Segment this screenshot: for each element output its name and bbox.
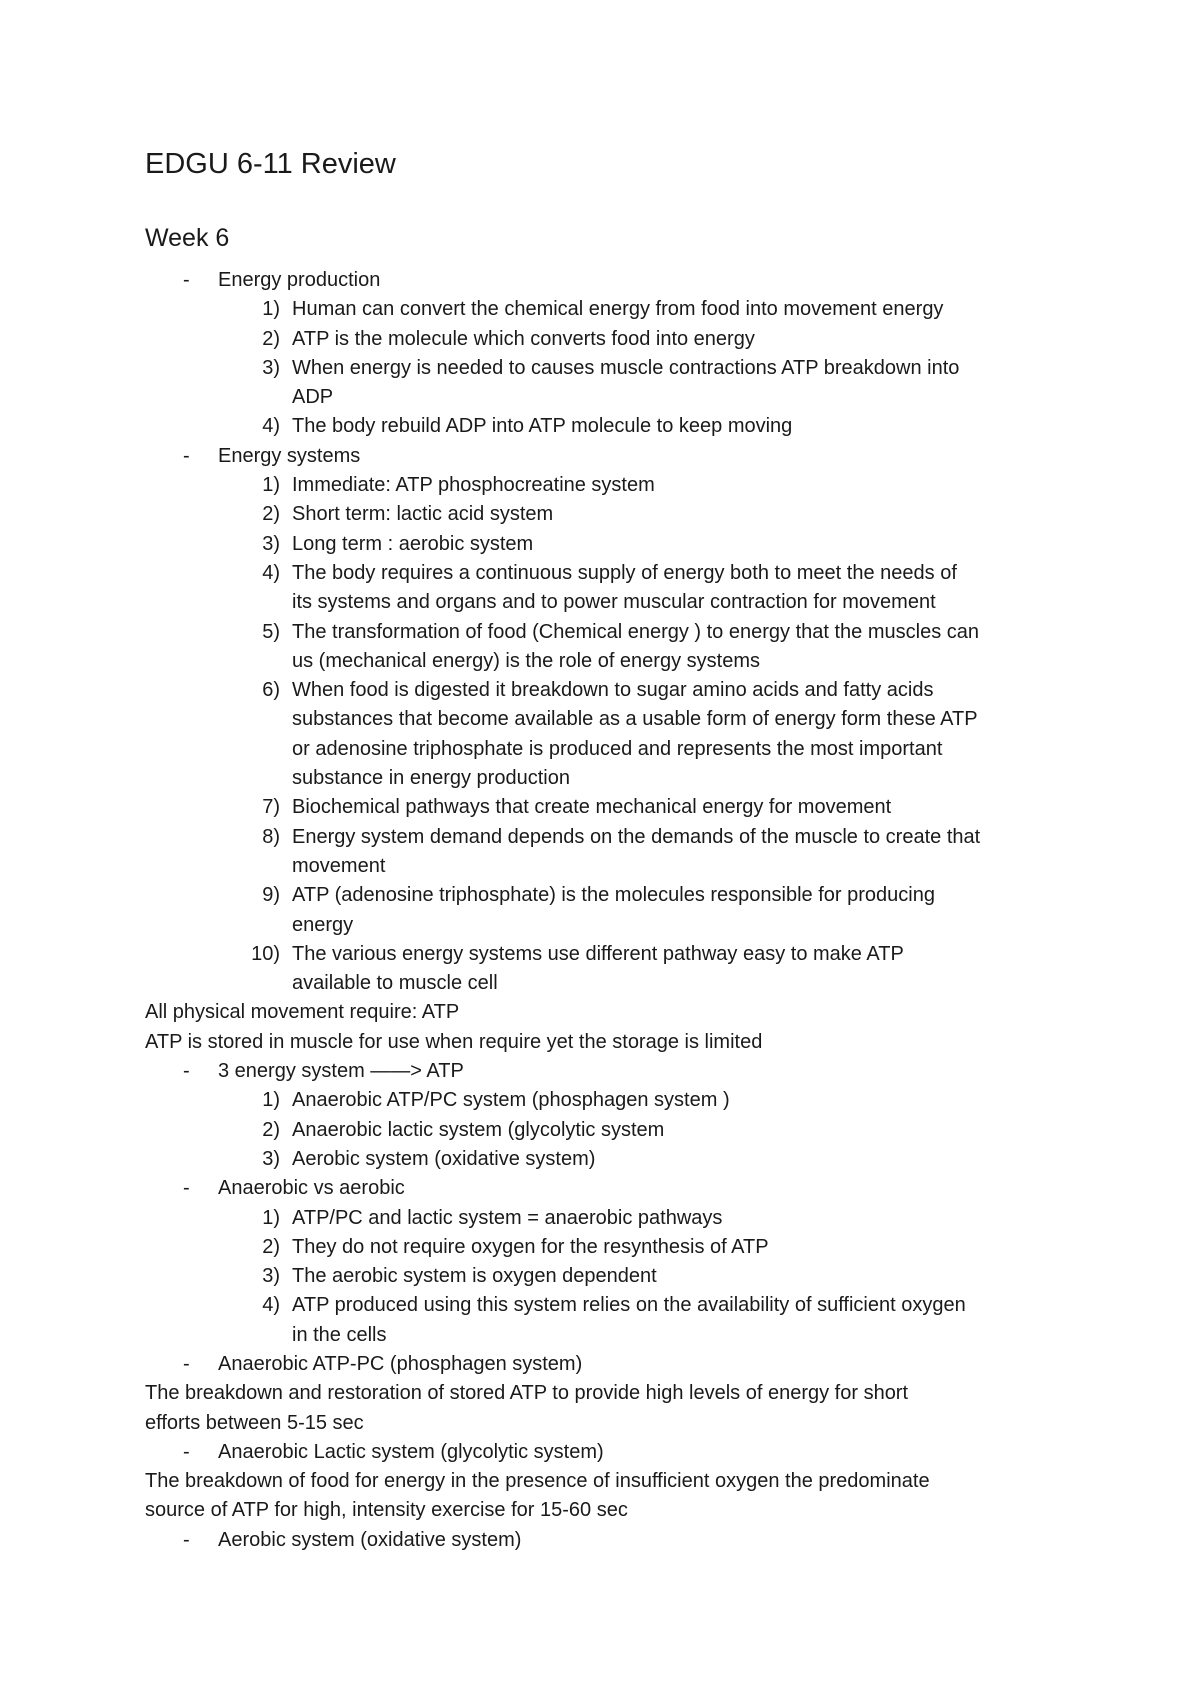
- item-text: The transformation of food (Chemical energy ) to energy that the muscles can: [292, 620, 980, 643]
- item-number: 3): [262, 1265, 280, 1288]
- item-text: Anaerobic ATP/PC system (phosphagen system ): [292, 1089, 730, 1112]
- numbered-item: [0, 559, 1200, 588]
- item-continuation: [0, 1321, 1200, 1350]
- bullet-item: [0, 1057, 1200, 1086]
- bullet-text: Energy production: [218, 269, 381, 291]
- document-title: EDGU 6-11 Review: [145, 148, 396, 180]
- item-number: 3): [262, 532, 280, 555]
- numbered-item: [0, 823, 1200, 852]
- paragraph-line: [0, 1496, 1200, 1525]
- item-continuation: [0, 852, 1200, 881]
- item-continuation: [0, 969, 1200, 998]
- item-number: 2): [262, 1235, 280, 1258]
- numbered-item: [0, 412, 1200, 441]
- item-text: Biochemical pathways that create mechanical energy for movement: [292, 796, 892, 819]
- item-text: When food is digested it breakdown to sugar amino acids and fatty acids: [292, 679, 934, 702]
- numbered-item: [0, 1262, 1200, 1291]
- item-number: 7): [262, 796, 280, 819]
- numbered-item: [0, 354, 1200, 383]
- item-text: movement: [292, 854, 386, 877]
- item-number: 2): [262, 327, 280, 350]
- numbered-item: [0, 676, 1200, 705]
- numbered-item: [0, 295, 1200, 324]
- item-continuation: [0, 735, 1200, 764]
- bullet-item: [0, 1350, 1200, 1379]
- item-number: 1): [262, 298, 280, 321]
- item-continuation: [0, 911, 1200, 940]
- bullet-marker: -: [183, 1177, 190, 1200]
- item-number: 1): [262, 474, 280, 497]
- bullet-item: [0, 442, 1200, 471]
- item-text: substance in energy production: [292, 767, 570, 790]
- item-text: Energy system demand depends on the demands of the muscle to create that: [292, 825, 981, 848]
- item-text: available to muscle cell: [292, 972, 498, 995]
- bullet-marker: -: [183, 269, 190, 291]
- item-number: 3): [262, 356, 280, 379]
- paragraph-text: The breakdown of food for energy in the presence of insufficient oxygen the predominate: [145, 1470, 930, 1493]
- paragraph-text: The breakdown and restoration of stored ATP to provide high levels of energy for short: [145, 1382, 909, 1405]
- paragraph-text: All physical movement require: ATP: [145, 1001, 460, 1024]
- paragraph-line: [0, 1467, 1200, 1496]
- item-text: substances that become available as a usable form of energy form these ATP: [292, 708, 978, 731]
- bullet-item: [0, 1174, 1200, 1203]
- item-number: 8): [262, 825, 280, 848]
- item-text: Aerobic system (oxidative system): [292, 1147, 596, 1170]
- item-number: 1): [262, 1206, 280, 1229]
- numbered-item: [0, 940, 1200, 969]
- item-text: ATP (adenosine triphosphate) is the molecules responsible for producing: [292, 884, 935, 907]
- paragraph-text: source of ATP for high, intensity exercise for 15-60 sec: [145, 1499, 628, 1522]
- item-continuation: [0, 764, 1200, 793]
- item-text: ATP is the molecule which converts food into energy: [292, 327, 755, 350]
- paragraph-text: efforts between 5-15 sec: [145, 1411, 364, 1434]
- numbered-item: [0, 1291, 1200, 1320]
- item-text: When energy is needed to causes muscle contractions ATP breakdown into: [292, 356, 960, 379]
- item-text: The aerobic system is oxygen dependent: [292, 1265, 657, 1288]
- bullet-text: Anaerobic ATP-PC (phosphagen system): [218, 1352, 583, 1375]
- item-number: 4): [262, 415, 280, 438]
- paragraph-line: [0, 1028, 1200, 1057]
- document-body: [0, 266, 1200, 1555]
- item-text: or adenosine triphosphate is produced and represents the most important: [292, 737, 943, 760]
- item-text: ATP/PC and lactic system = anaerobic pathways: [292, 1206, 723, 1229]
- item-number: 10): [251, 942, 280, 965]
- item-number: 1): [262, 1089, 280, 1112]
- item-text: ATP produced using this system relies on the availability of sufficient oxygen: [292, 1294, 966, 1317]
- bullet-marker: -: [183, 1060, 190, 1083]
- item-number: 3): [262, 1147, 280, 1170]
- numbered-item: [0, 793, 1200, 822]
- item-number: 2): [262, 503, 280, 526]
- item-number: 6): [262, 679, 280, 702]
- bullet-marker: -: [183, 1440, 190, 1463]
- week-heading: Week 6: [145, 224, 230, 252]
- item-text: Anaerobic lactic system (glycolytic system: [292, 1118, 665, 1141]
- bullet-text: Anaerobic Lactic system (glycolytic system): [218, 1440, 604, 1463]
- paragraph-line: [0, 1409, 1200, 1438]
- item-continuation: [0, 383, 1200, 412]
- numbered-item: [0, 500, 1200, 529]
- item-text: ADP: [292, 386, 334, 409]
- numbered-item: [0, 471, 1200, 500]
- item-text: Long term : aerobic system: [292, 532, 534, 555]
- item-text: The body requires a continuous supply of energy both to meet the needs of: [292, 561, 957, 584]
- bullet-text: Aerobic system (oxidative system): [218, 1528, 522, 1551]
- numbered-item: [0, 1204, 1200, 1233]
- item-number: 5): [262, 620, 280, 643]
- numbered-item: [0, 325, 1200, 354]
- bullet-item: [0, 1438, 1200, 1467]
- numbered-item: [0, 1145, 1200, 1174]
- item-continuation: [0, 647, 1200, 676]
- numbered-item: [0, 1116, 1200, 1145]
- bullet-marker: -: [183, 444, 190, 467]
- bullet-text: Anaerobic vs aerobic: [218, 1177, 405, 1200]
- item-number: 9): [262, 884, 280, 907]
- item-text: Human can convert the chemical energy from food into movement energy: [292, 298, 944, 321]
- numbered-item: [0, 530, 1200, 559]
- item-text: They do not require oxygen for the resynthesis of ATP: [292, 1235, 769, 1258]
- item-continuation: [0, 705, 1200, 734]
- bullet-marker: -: [183, 1528, 190, 1551]
- numbered-item: [0, 1233, 1200, 1262]
- bullet-marker: -: [183, 1352, 190, 1375]
- item-number: 4): [262, 561, 280, 584]
- bullet-text: 3 energy system ——> ATP: [218, 1060, 464, 1083]
- bullet-item: [0, 1526, 1200, 1555]
- item-text: its systems and organs and to power muscular contraction for movement: [292, 591, 936, 614]
- item-text: us (mechanical energy) is the role of energy systems: [292, 649, 760, 672]
- item-text: The various energy systems use different pathway easy to make ATP: [292, 942, 904, 965]
- paragraph-line: [0, 998, 1200, 1027]
- numbered-item: [0, 618, 1200, 647]
- paragraph-text: ATP is stored in muscle for use when require yet the storage is limited: [145, 1030, 763, 1053]
- numbered-item: [0, 881, 1200, 910]
- item-text: Immediate: ATP phosphocreatine system: [292, 474, 655, 497]
- item-text: The body rebuild ADP into ATP molecule to keep moving: [292, 415, 793, 438]
- item-number: 4): [262, 1294, 280, 1317]
- item-text: energy: [292, 913, 354, 936]
- bullet-text: Energy systems: [218, 444, 361, 467]
- paragraph-line: [0, 1379, 1200, 1408]
- item-continuation: [0, 588, 1200, 617]
- numbered-item: [0, 1086, 1200, 1115]
- item-text: Short term: lactic acid system: [292, 503, 554, 526]
- bullet-item: [0, 266, 1200, 295]
- item-text: in the cells: [292, 1323, 387, 1346]
- item-number: 2): [262, 1118, 280, 1141]
